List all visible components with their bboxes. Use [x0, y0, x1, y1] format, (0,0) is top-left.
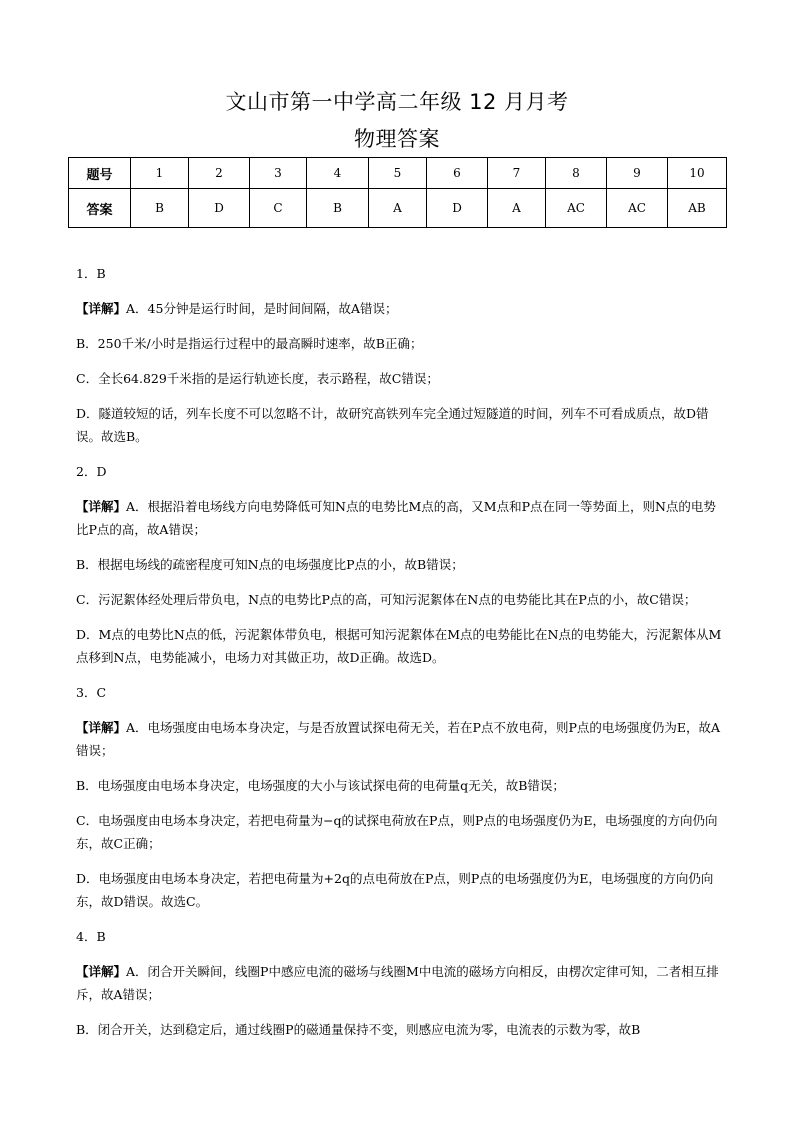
- explanation-line: B．根据电场线的疏密程度可知N点的电场强度比P点的小，故B错误；: [76, 557, 464, 572]
- explanation-line: C．电场强度由电场本身决定，若把电荷量为−q的试探电荷放在P点，则P点的电场强度仍为E，电场强度的方向仍向东，故C正确；: [76, 813, 718, 851]
- table-cell-number: 4: [307, 158, 369, 189]
- table-cell-number: 3: [250, 158, 307, 189]
- explanation-line: D．M点的电势比N点的低，污泥絮体带负电，根据可知污泥絮体在M点的电势能比在N点的电势能大，污泥絮体从M点移到N点，电势能减小，电场力对其做正功，故D正确。故选D。: [76, 627, 722, 665]
- table-cell-answer: A: [488, 189, 546, 228]
- table-cell-number: 7: [488, 158, 546, 189]
- detail-label: 【详解】: [76, 499, 127, 514]
- page-subtitle: 物理答案: [354, 127, 440, 151]
- table-cell-answer: B: [307, 189, 369, 228]
- table-cell-answer: A: [369, 189, 427, 228]
- detail-label: 【详解】: [76, 301, 127, 316]
- explanation-line: C．全长64.829千米指的是运行轨迹长度，表示路程，故C错误；: [76, 371, 439, 386]
- explanation-line: 【详解】A．根据沿着电场线方向电势降低可知N点的电势比M点的高，又M点和P点在同一等势面上，则N点的电势比P点的高，故A错误；: [76, 499, 716, 537]
- question-number: 3．C: [76, 685, 107, 700]
- table-cell-answer: D: [189, 189, 250, 228]
- table-cell-answer: AC: [607, 189, 668, 228]
- question-number: 2．D: [76, 464, 107, 479]
- explanation-line: 【详解】A．电场强度由电场本身决定，与是否放置试探电荷无关，若在P点不放电荷，则P点的电场强度仍为E，故A错误；: [76, 720, 721, 758]
- table-cell-number: 6: [427, 158, 488, 189]
- question-number: 4．B: [76, 929, 106, 944]
- table-cell-answer: C: [250, 189, 307, 228]
- table-cell-number: 1: [131, 158, 189, 189]
- table-cell-number: 10: [668, 158, 727, 189]
- explanation-line: C．污泥絮体经处理后带负电，N点的电势比P点的高，可知污泥絮体在N点的电势能比其在P点的小，故C错误；: [76, 592, 697, 607]
- table-cell-answer: B: [131, 189, 189, 228]
- table-cell-number: 5: [369, 158, 427, 189]
- explanation-line: D．隧道较短的话，列车长度不可以忽略不计，故研究高铁列车完全通过短隧道的时间，列车不可看成质点，故D错误。故选B。: [76, 406, 709, 444]
- answer-explanations: [76, 262, 726, 1053]
- explanation-line: 【详解】A．闭合开关瞬间，线圈P中感应电流的磁场与线圈M中电流的磁场方向相反，由楞次定律可知，二者相互排斥，故A错误；: [76, 964, 719, 1002]
- explanation-line: B．闭合开关，达到稳定后，通过线圈P的磁通量保持不变，则感应电流为零，电流表的示数为零，故B: [76, 1022, 641, 1037]
- table-cell-answer: AB: [668, 189, 727, 228]
- table-row-numbers: [69, 158, 727, 189]
- table-cell-number: 2: [189, 158, 250, 189]
- table-cell-number: 9: [607, 158, 668, 189]
- table-header-question-number: 题号: [69, 158, 131, 189]
- detail-label: 【详解】: [76, 720, 127, 735]
- explanation-line: D．电场强度由电场本身决定，若把电荷量为+2q的点电荷放在P点，则P点的电场强度仍为E，电场强度的方向仍向东，故D错误。故选C。: [76, 871, 714, 909]
- explanation-line: 【详解】A．45分钟是运行时间，是时间间隔，故A错误；: [76, 301, 398, 316]
- explanation-line: B．电场强度由电场本身决定，电场强度的大小与该试探电荷的电荷量q无关，故B错误；: [76, 778, 565, 793]
- table-row-answers: [69, 189, 727, 228]
- page-title: 文山市第一中学高二年级 12 月月考: [225, 90, 569, 114]
- table-cell-answer: D: [427, 189, 488, 228]
- answer-table: [68, 157, 727, 228]
- table-header-answer: 答案: [69, 189, 131, 228]
- explanation-line: B．250千米/小时是指运行过程中的最高瞬时速率，故B正确；: [76, 336, 423, 351]
- table-cell-number: 8: [546, 158, 607, 189]
- question-number: 1．B: [76, 266, 106, 281]
- table-cell-answer: AC: [546, 189, 607, 228]
- detail-label: 【详解】: [76, 964, 127, 979]
